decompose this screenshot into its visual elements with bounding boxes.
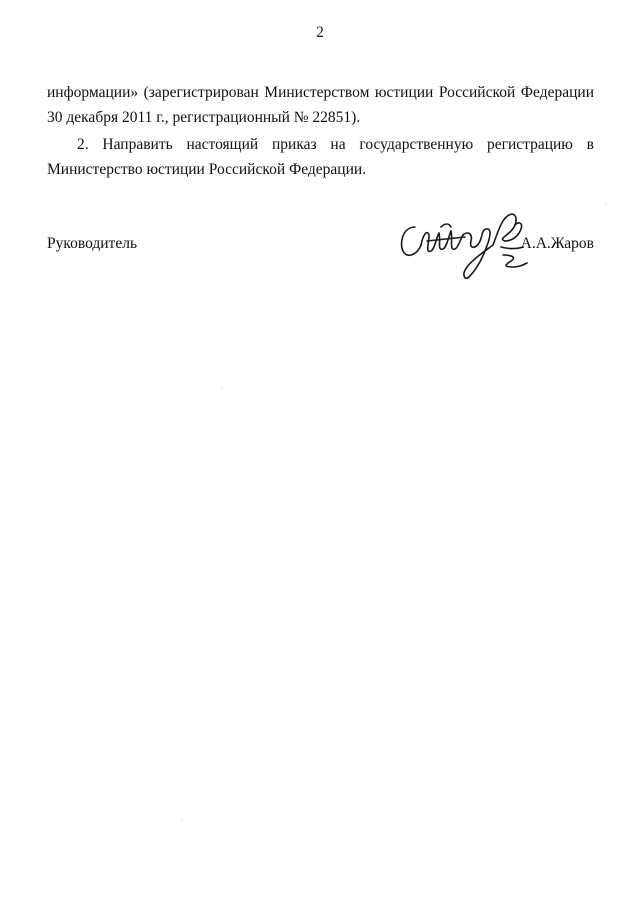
- signatory-name: А.А.Жаров: [520, 235, 594, 252]
- paragraph-line: 2. Направить настоящий приказ на государственную регистрацию в: [77, 136, 594, 153]
- paragraph-line: Министерство юстиции Российской Федерации.: [47, 161, 367, 178]
- paragraph-line: информации» (зарегистрирован Министерством юстиции Российской Федерации: [47, 84, 594, 101]
- scan-speck: [181, 820, 182, 821]
- paragraph-registration-note: [47, 80, 594, 130]
- page-number: 2: [316, 24, 324, 41]
- scan-speck: [605, 204, 606, 205]
- signature-block: [47, 235, 594, 275]
- scan-speck: [221, 387, 222, 388]
- signatory-role: Руководитель: [47, 235, 138, 252]
- paragraph-item-2: [47, 132, 594, 182]
- paragraph-line: 30 декабря 2011 г., регистрационный № 22851).: [47, 109, 361, 126]
